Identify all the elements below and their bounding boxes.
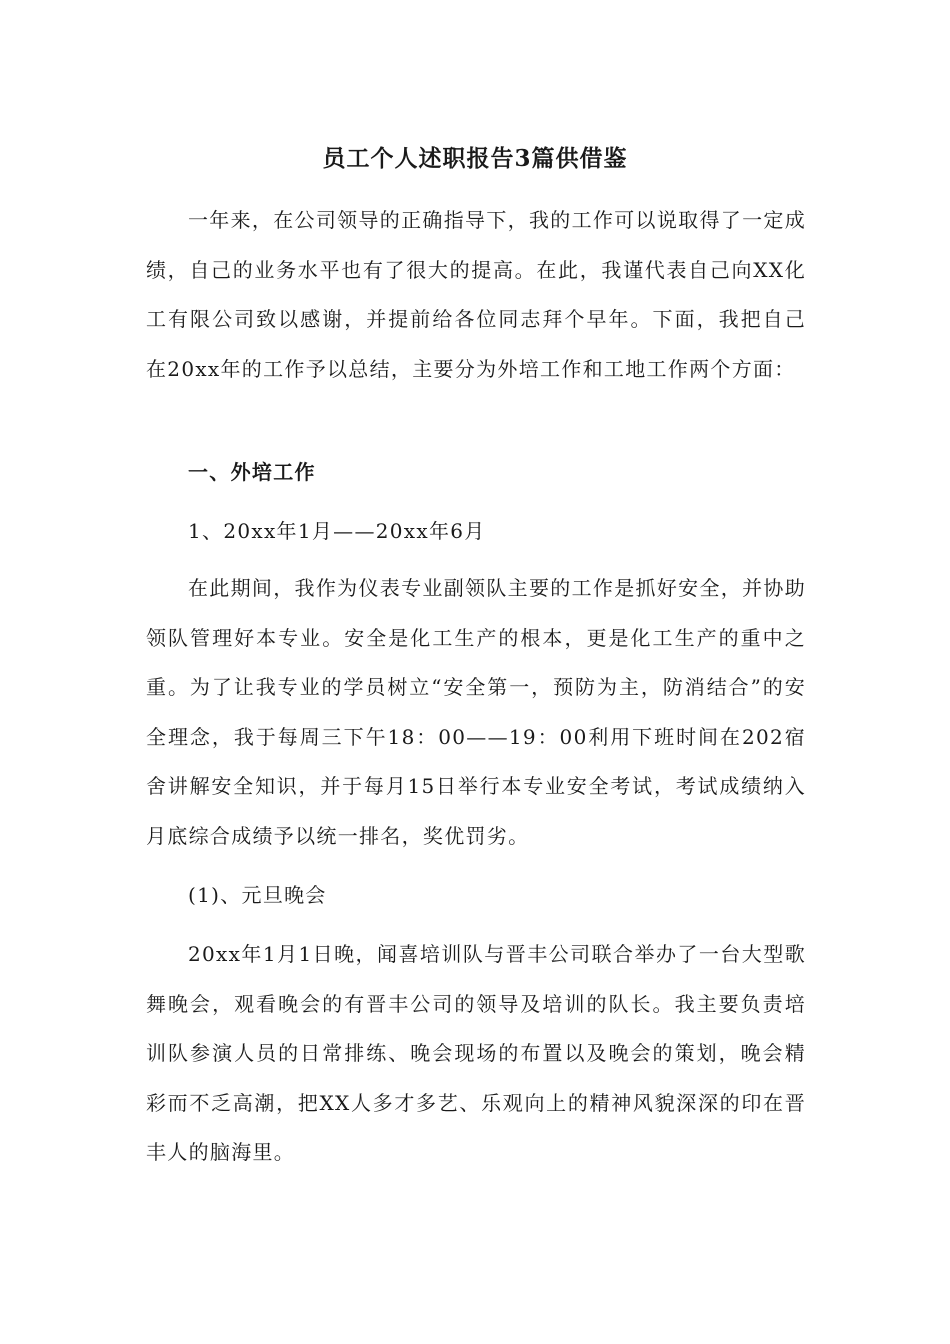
paragraph-gala: 20xx年1月1日晚，闻喜培训队与晋丰公司联合举办了一台大型歌舞晚会，观看晚会的有晋丰公司的领导及培训的队长。我主要负责培训队参演人员的日常排练、晚会现场的布置以及晚会的策划，晚会精彩而不乏高潮，把XX人多才多艺、乐观向上的精神风貌深深的印在晋丰人的脑海里。 bbox=[146, 942, 806, 1164]
subsection-heading-new-year-gala: (1)、元旦晚会 bbox=[188, 883, 327, 907]
document-title: 员工个人述职报告3篇供借鉴 bbox=[322, 145, 628, 172]
paragraph-intro: 一年来，在公司领导的正确指导下，我的工作可以说取得了一定成绩，自己的业务水平也有了很大的提高。在此，我谨代表自己向XX化工有限公司致以感谢，并提前给各位同志拜个早年。下面，我把自己在20xx年的工作予以总结，主要分为外培工作和工地工作两个方面： bbox=[146, 208, 806, 381]
paragraph-safety: 在此期间，我作为仪表专业副领队主要的工作是抓好安全，并协助领队管理好本专业。安全是化工生产的根本，更是化工生产的重中之重。为了让我专业的学员树立“安全第一，预防为主，防消结合”的安全理念，我于每周三下午18：00——19：00利用下班时间在202宿舍讲解安全知识，并于每月15日举行本专业安全考试，考试成绩纳入月底综合成绩予以统一排名，奖优罚劣。 bbox=[146, 576, 806, 848]
section-heading-external-training: 一、外培工作 bbox=[188, 460, 316, 484]
period-heading: 1、20xx年1月——20xx年6月 bbox=[188, 519, 486, 543]
